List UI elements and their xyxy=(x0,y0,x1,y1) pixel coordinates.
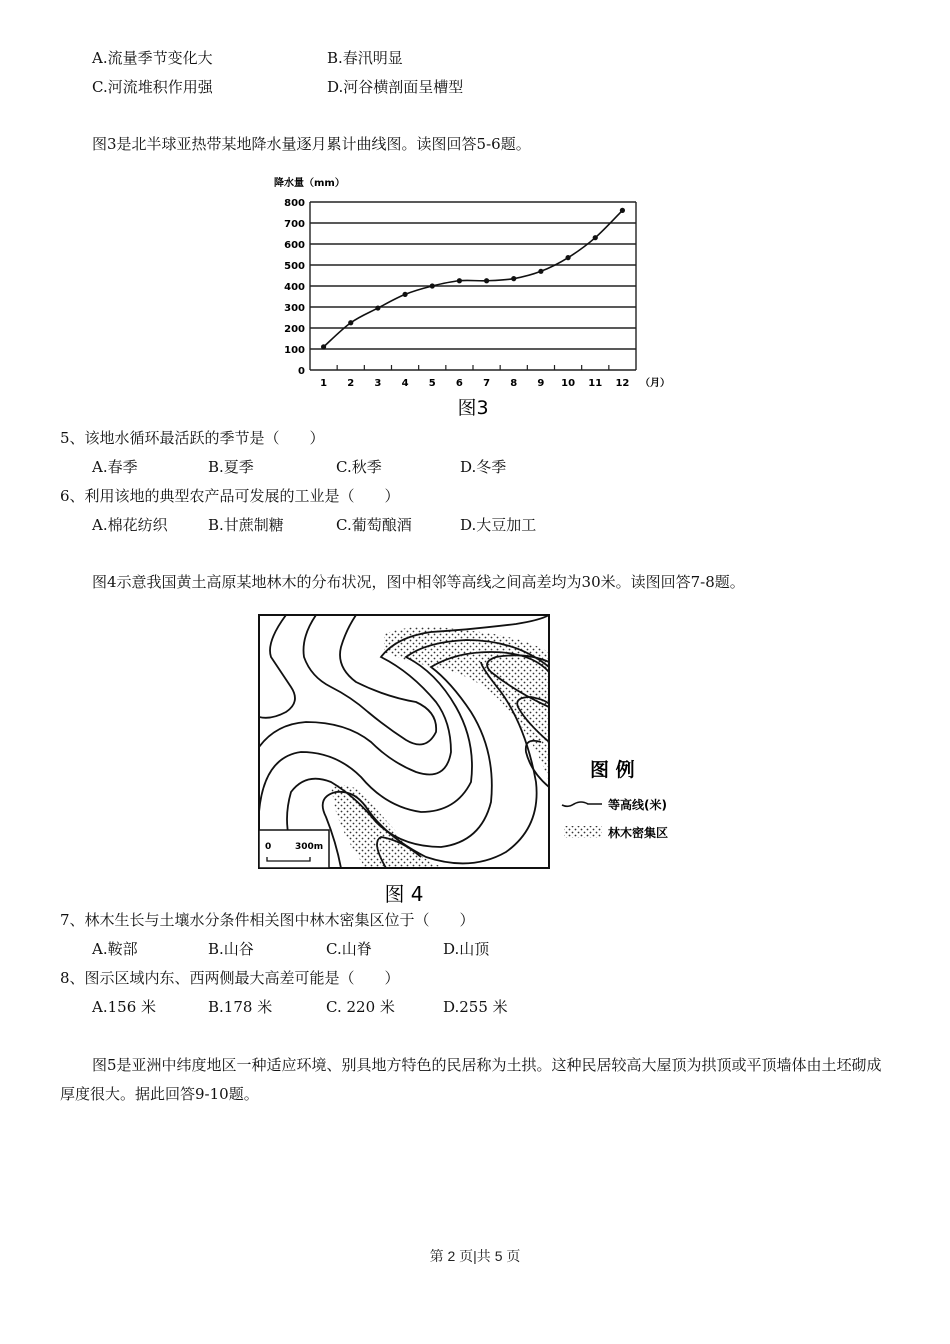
svg-text:0: 0 xyxy=(265,842,272,852)
q8-option-c: C. 220 米 xyxy=(326,998,395,1016)
q5-option-d: D.冬季 xyxy=(460,458,507,476)
fig5-intro: 图5是亚洲中纬度地区一种适应环境、别具地方特色的民居称为土拱。这种民居较高大屋顶为拱顶或平顶墙体由土坯砌成厚度很大。据此回答9-10题。 xyxy=(60,1056,882,1103)
svg-text:600: 600 xyxy=(284,240,305,251)
svg-text:5: 5 xyxy=(428,378,436,389)
svg-text:图3: 图3 xyxy=(457,397,489,419)
svg-text:10: 10 xyxy=(561,378,576,389)
q8-option-a: A.156 米 xyxy=(92,998,156,1016)
figure-3-chart xyxy=(268,172,668,422)
fig4-intro: 图4示意我国黄土高原某地林木的分布状况，图中相邻等高线之间高差均为30米。读图回答7-8题。 xyxy=(92,573,745,591)
q7-option-c: C.山脊 xyxy=(326,940,372,958)
figure-4-contour-map xyxy=(256,612,696,912)
question-7-stem: 7、林木生长与土壤水分条件相关图中林木密集区位于（ ） xyxy=(60,911,475,929)
svg-text:图 4: 图 4 xyxy=(384,882,424,906)
svg-text:2: 2 xyxy=(347,378,355,389)
question-5-stem: 5、该地水循环最活跃的季节是（ ） xyxy=(60,429,325,447)
question-8-stem: 8、图示区域内东、西两侧最大高差可能是（ ） xyxy=(60,969,400,987)
q8-option-d: D.255 米 xyxy=(443,998,508,1016)
svg-text:12: 12 xyxy=(615,378,630,389)
q5-option-a: A.春季 xyxy=(92,458,138,476)
page-footer: 第 2 页|共 5 页 xyxy=(429,1248,521,1264)
svg-text:800: 800 xyxy=(284,198,305,209)
option-a: A.流量季节变化大 xyxy=(92,49,213,67)
option-d: D.河谷横剖面呈槽型 xyxy=(327,78,464,96)
svg-text:6: 6 xyxy=(455,378,463,389)
q7-option-d: D.山顶 xyxy=(443,940,490,958)
fig3-intro: 图3是北半球亚热带某地降水量逐月累计曲线图。读图回答5-6题。 xyxy=(92,135,531,153)
svg-text:8: 8 xyxy=(510,378,518,389)
svg-text:3: 3 xyxy=(374,378,382,389)
q5-option-b: B.夏季 xyxy=(208,458,254,476)
svg-text:（月）: （月） xyxy=(640,378,668,389)
svg-text:700: 700 xyxy=(284,219,305,230)
svg-text:11: 11 xyxy=(588,378,603,389)
svg-text:300m: 300m xyxy=(295,842,324,852)
q6-option-b: B.甘蔗制糖 xyxy=(208,516,284,534)
map-legend xyxy=(562,758,668,840)
svg-text:300: 300 xyxy=(284,303,305,314)
q8-option-b: B.178 米 xyxy=(208,998,273,1016)
q6-option-a: A.棉花纺织 xyxy=(92,516,168,534)
svg-text:500: 500 xyxy=(284,261,305,272)
svg-text:0: 0 xyxy=(298,366,305,377)
svg-text:100: 100 xyxy=(284,345,305,356)
q5-option-c: C.秋季 xyxy=(336,458,382,476)
question-6-stem: 6、利用该地的典型农产品可发展的工业是（ ） xyxy=(60,487,400,505)
svg-text:林木密集区: 林木密集区 xyxy=(608,826,669,840)
scale-bar xyxy=(259,830,329,868)
svg-text:1: 1 xyxy=(320,378,328,389)
svg-text:等高线(米): 等高线(米) xyxy=(608,798,667,812)
q6-option-c: C.葡萄酿酒 xyxy=(336,516,412,534)
svg-text:7: 7 xyxy=(483,378,491,389)
q7-option-a: A.鞍部 xyxy=(92,940,138,958)
cumulative-precipitation-chart xyxy=(268,172,668,422)
option-c: C.河流堆积作用强 xyxy=(92,78,213,96)
option-b: B.春汛明显 xyxy=(327,49,403,67)
svg-text:图 例: 图 例 xyxy=(590,759,635,781)
svg-text:4: 4 xyxy=(401,378,409,389)
svg-text:降水量（mm）: 降水量（mm） xyxy=(274,178,345,189)
q7-option-b: B.山谷 xyxy=(208,940,254,958)
svg-text:400: 400 xyxy=(284,282,305,293)
svg-text:9: 9 xyxy=(537,378,545,389)
q6-option-d: D.大豆加工 xyxy=(460,516,537,534)
svg-text:200: 200 xyxy=(284,324,305,335)
